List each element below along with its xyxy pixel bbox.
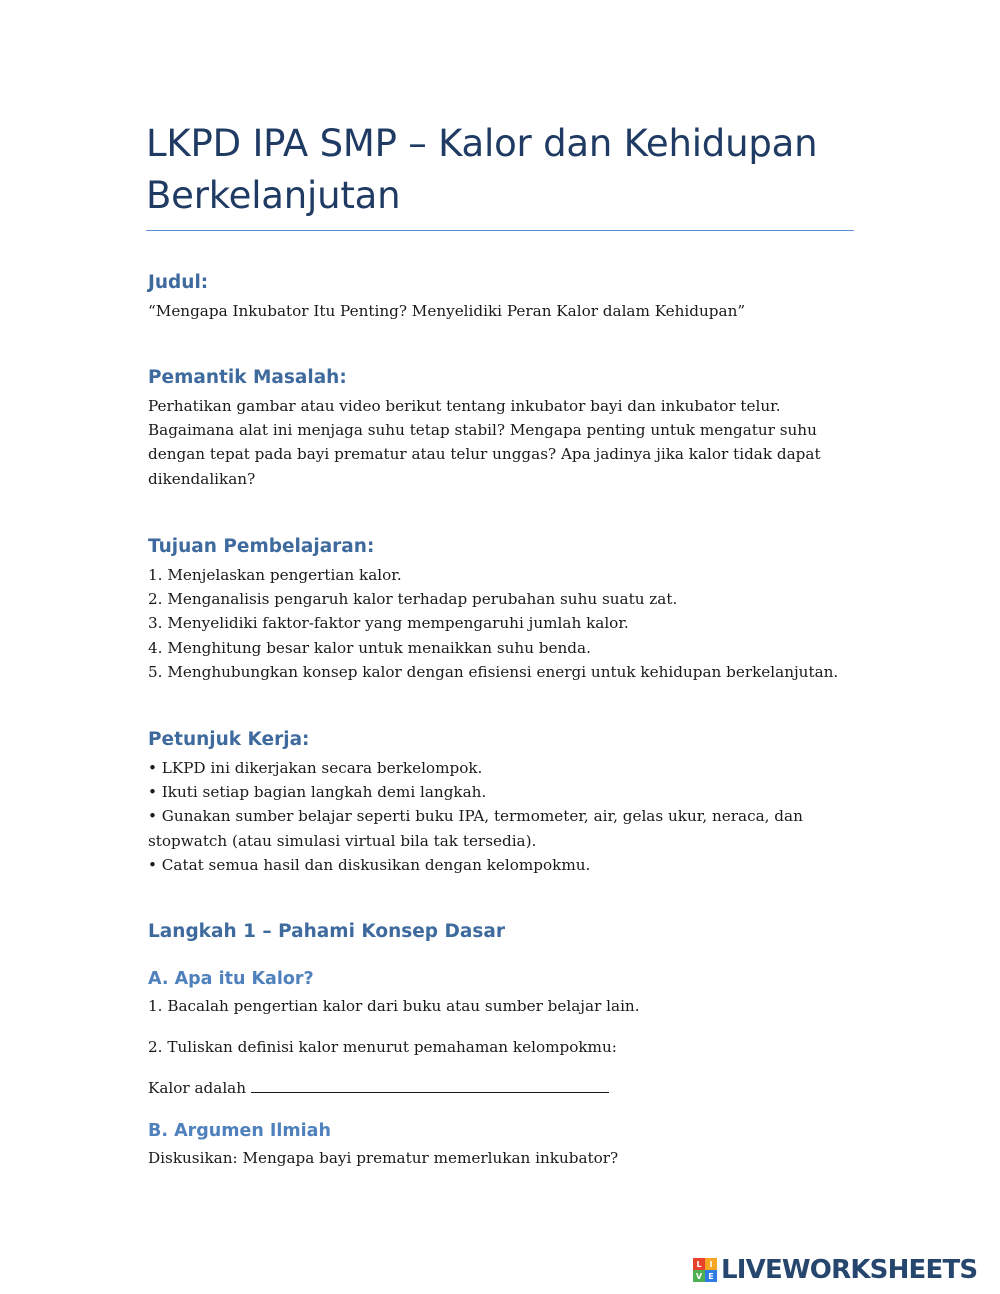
document-title: LKPD IPA SMP – Kalor dan Kehidupan Berkelanjutan: [146, 118, 854, 231]
petunjuk-item: • Catat semua hasil dan diskusikan dengan kelompokmu.: [148, 855, 591, 874]
section-tujuan: [148, 534, 856, 684]
petunjuk-item: • Ikuti setiap bagian langkah demi langkah.: [148, 783, 487, 802]
tujuan-item: 4. Menghitung besar kalor untuk menaikkan suhu benda.: [148, 638, 591, 657]
pemantik-line: dengan tepat pada bayi prematur atau telur unggas? Apa jadinya jika kalor tidak dapat: [148, 445, 821, 464]
tujuan-item: 2. Menganalisis pengaruh kalor terhadap perubahan suhu suatu zat.: [148, 590, 678, 609]
langkah1-a-heading: A. Apa itu Kalor?: [148, 969, 314, 989]
petunjuk-item: stopwatch (atau simulasi virtual bila tak tersedia).: [148, 831, 537, 850]
kalor-fill-row: [148, 1076, 856, 1100]
langkah1-heading: Langkah 1 – Pahami Konsep Dasar: [148, 921, 505, 942]
pemantik-line: dikendalikan?: [148, 469, 256, 488]
tujuan-heading: Tujuan Pembelajaran:: [148, 536, 375, 557]
subsection-b: [148, 1118, 856, 1170]
kalor-answer-blank[interactable]: [251, 1076, 609, 1093]
logo-letter: I: [705, 1258, 717, 1270]
liveworksheets-logo-icon: [693, 1258, 717, 1282]
langkah1-a-item: 2. Tuliskan definisi kalor menurut pemahaman kelompokmu:: [148, 1038, 617, 1057]
liveworksheets-wordmark: LIVEWORKSHEETS: [721, 1255, 978, 1285]
langkah1-b-heading: B. Argumen Ilmiah: [148, 1121, 331, 1141]
petunjuk-item: • Gunakan sumber belajar seperti buku IPA, termometer, air, gelas ukur, neraca, dan: [148, 807, 803, 826]
petunjuk-heading: Petunjuk Kerja:: [148, 729, 310, 750]
petunjuk-item: • LKPD ini dikerjakan secara berkelompok.: [148, 759, 483, 777]
subsection-a: [148, 966, 856, 1101]
tujuan-item: 3. Menyelidiki faktor-faktor yang mempengaruhi jumlah kalor.: [148, 614, 629, 633]
judul-text: “Mengapa Inkubator Itu Penting? Menyelidiki Peran Kalor dalam Kehidupan”: [148, 302, 746, 320]
liveworksheets-brand: [693, 1256, 977, 1284]
pemantik-line: Perhatikan gambar atau video berikut tentang inkubator bayi dan inkubator telur.: [148, 397, 781, 415]
logo-letter: E: [705, 1270, 717, 1282]
worksheet-page: [146, 118, 856, 1167]
tujuan-item: 5. Menghubungkan konsep kalor dengan efisiensi energi untuk kehidupan berkelanjutan.: [148, 662, 839, 681]
pemantik-heading: Pemantik Masalah:: [148, 367, 347, 388]
section-langkah-1: [148, 919, 856, 945]
tujuan-item: 1. Menjelaskan pengertian kalor.: [148, 566, 402, 584]
judul-heading: Judul:: [148, 272, 209, 293]
logo-letter: L: [693, 1258, 705, 1270]
pemantik-line: Bagaimana alat ini menjaga suhu tetap stabil? Mengapa penting untuk mengatur suhu: [148, 421, 817, 440]
section-petunjuk: [148, 727, 856, 877]
section-pemantik: [148, 365, 856, 491]
langkah1-a-item: 1. Bacalah pengertian kalor dari buku atau sumber belajar lain.: [148, 997, 640, 1015]
section-judul: [148, 270, 856, 323]
logo-letter: V: [693, 1270, 705, 1282]
langkah1-b-text: Diskusikan: Mengapa bayi prematur memerlukan inkubator?: [148, 1149, 619, 1167]
kalor-fill-label: Kalor adalah: [148, 1079, 247, 1098]
